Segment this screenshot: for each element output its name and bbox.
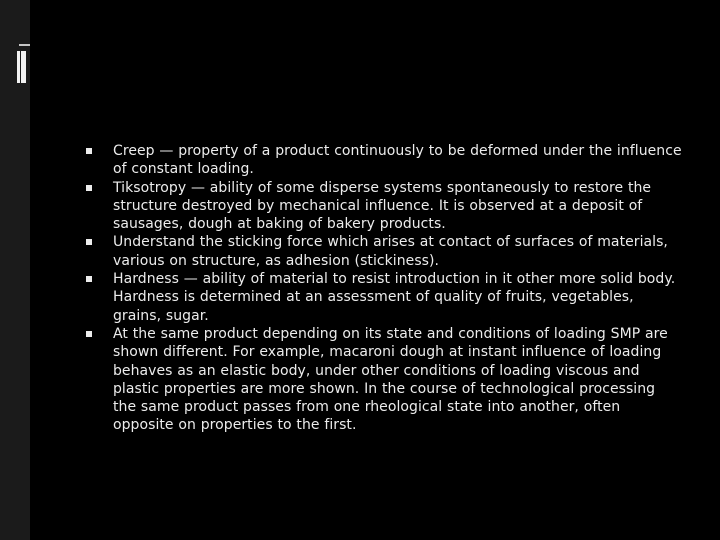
bullet-text: Understand the sticking force which arises at contact of surfaces of materials, various on structure, as adhesion (stickiness). <box>113 234 668 269</box>
bullet-item-tiksotropy <box>83 179 683 234</box>
square-bullet-icon <box>86 148 92 154</box>
bullet-list <box>83 142 683 435</box>
decorative-bar <box>17 51 20 83</box>
bullet-item-adhesion <box>83 233 683 270</box>
square-bullet-icon <box>86 239 92 245</box>
bullet-text: Hardness — ability of material to resist introduction in it other more solid body. Hardness is determined at an assessment of quality of fruits, vegetables, grains, sugar. <box>113 271 676 324</box>
bullet-text: Tiksotropy — ability of some disperse systems spontaneously to restore the structure destroyed by mechanical influence. It is observed at a deposit of sausages, dough at baking of bakery products. <box>113 179 652 233</box>
bullet-item-hardness <box>83 270 683 325</box>
bullet-text: Creep — property of a product continuously to be deformed under the influence of constant loading. <box>113 143 682 178</box>
bullet-item-smp-states <box>83 325 683 435</box>
decorative-bar <box>21 51 26 83</box>
square-bullet-icon <box>86 331 92 337</box>
square-bullet-icon <box>86 185 92 191</box>
bullet-item-creep <box>83 142 683 179</box>
bullet-text: At the same product depending on its state and conditions of loading SMP are shown different. For example, macaroni dough at instant influence of loading behaves as an elastic body, under other conditions of loading viscous and plastic properties are more shown. In the course of technological processing the same product passes from one rheological state into another, often opposite on properties to the first. <box>113 325 668 434</box>
square-bullet-icon <box>86 276 92 282</box>
